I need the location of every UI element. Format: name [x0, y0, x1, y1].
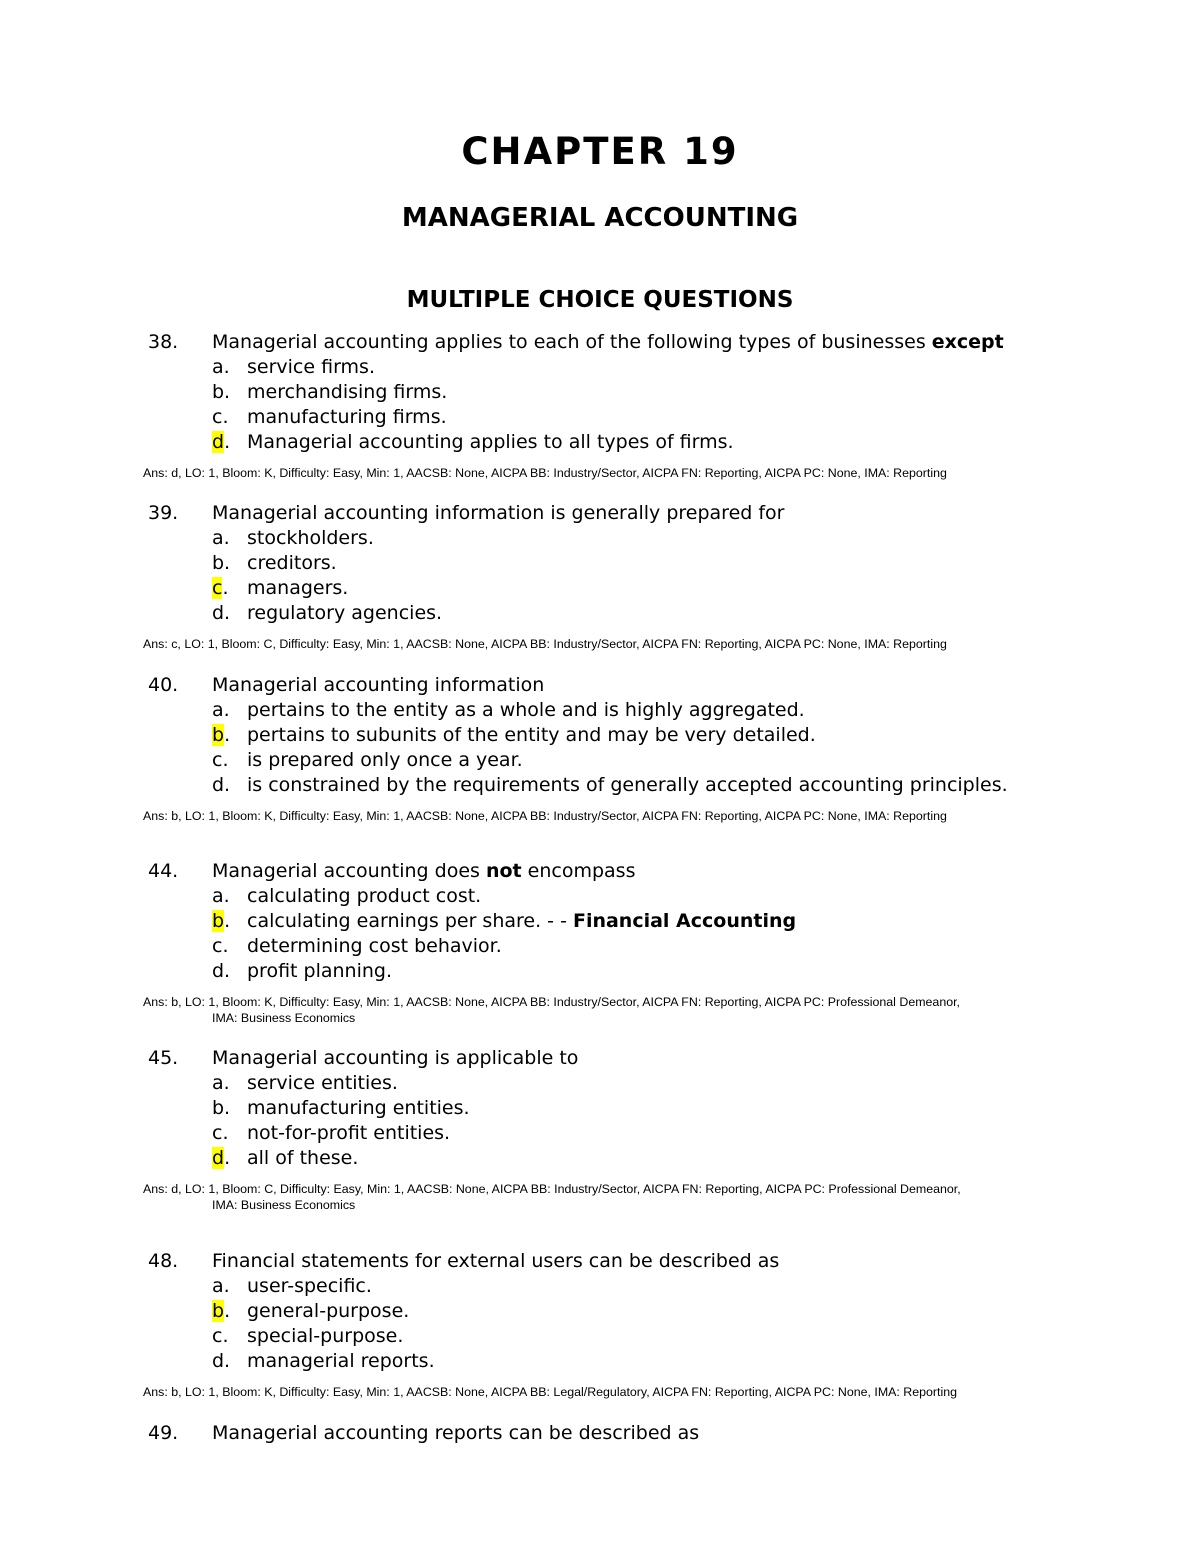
- option-text-main: calculating product cost.: [247, 885, 482, 907]
- metadata-line: Ans: b, LO: 1, Bloom: K, Difficulty: Easy, Min: 1, AACSB: None, AICPA BB: Industry/Sector, AICPA FN: Reporting, AICPA PC: None, IMA: Reporting: [143, 809, 947, 823]
- question-number: 45.: [148, 1047, 179, 1069]
- option-note: Financial Accounting: [572, 910, 797, 932]
- metadata-line: Ans: d, LO: 1, Bloom: K, Difficulty: Easy, Min: 1, AACSB: None, AICPA BB: Industry/Sector, AICPA FN: Reporting, AICPA PC: None, IMA: Reporting: [143, 466, 947, 480]
- answer-option: [0, 1146, 1200, 1171]
- option-text-main: calculating earnings per share. - -: [247, 910, 573, 932]
- question-text-main: Managerial accounting information is generally prepared for: [212, 502, 785, 524]
- metadata-line: IMA: Business Economics: [212, 1011, 356, 1025]
- option-text-main: all of these.: [247, 1147, 359, 1169]
- answer-option: [0, 748, 1200, 773]
- option-letter: c.: [212, 935, 229, 957]
- option-text: [247, 405, 447, 430]
- option-text: [247, 551, 337, 576]
- option-text-main: general-purpose.: [247, 1300, 410, 1322]
- option-letter: a.: [212, 1275, 230, 1297]
- option-text: [247, 959, 392, 984]
- option-letter: d.: [212, 960, 231, 982]
- option-text: [247, 1349, 435, 1374]
- option-letter: a.: [212, 527, 230, 549]
- answer-option: [0, 884, 1200, 909]
- section-title: MULTIPLE CHOICE QUESTIONS: [406, 287, 794, 313]
- option-text: [247, 355, 375, 380]
- question-stem: [0, 330, 1200, 355]
- option-letter: a.: [212, 356, 230, 378]
- option-text: [247, 1274, 372, 1299]
- question-number: 48.: [148, 1250, 179, 1272]
- answer-option: [0, 405, 1200, 430]
- question-text-emphasis: not: [485, 860, 522, 882]
- option-text-main: service entities.: [247, 1072, 398, 1094]
- question-text: [212, 1249, 779, 1274]
- option-text-main: manufacturing entities.: [247, 1097, 470, 1119]
- option-text-main: pertains to subunits of the entity and may be very detailed.: [247, 724, 816, 746]
- option-letter: a.: [212, 699, 230, 721]
- option-letter: c.: [212, 577, 229, 599]
- answer-option: [0, 1299, 1200, 1324]
- option-text-main: pertains to the entity as a whole and is highly aggregated.: [247, 699, 805, 721]
- option-text: [247, 909, 796, 934]
- answer-option: [0, 1349, 1200, 1374]
- option-text-main: creditors.: [247, 552, 337, 574]
- question-text-main: Managerial accounting is applicable to: [212, 1047, 579, 1069]
- option-text-main: is constrained by the requirements of generally accepted accounting principles.: [247, 774, 1008, 796]
- question-number: 39.: [148, 502, 179, 524]
- question-item: [0, 673, 1200, 824]
- answer-option: [0, 1274, 1200, 1299]
- option-letter: b.: [212, 1097, 231, 1119]
- option-letter: b.: [212, 724, 231, 746]
- answer-option: [0, 576, 1200, 601]
- answer-metadata: [0, 808, 1200, 824]
- answer-option: [0, 934, 1200, 959]
- metadata-line: Ans: d, LO: 1, Bloom: C, Difficulty: Easy, Min: 1, AACSB: None, AICPA BB: Industry/Sector, AICPA FN: Reporting, AICPA PC: Professional Demeanor,: [143, 1182, 961, 1196]
- answer-option: [0, 1071, 1200, 1096]
- answer-metadata: [0, 465, 1200, 481]
- option-text-main: profit planning.: [247, 960, 393, 982]
- option-text: [247, 526, 374, 551]
- question-stem: [0, 859, 1200, 884]
- option-letter: d.: [212, 774, 231, 796]
- option-text: [247, 1071, 398, 1096]
- answer-option: [0, 1121, 1200, 1146]
- subject-title: MANAGERIAL ACCOUNTING: [401, 203, 799, 233]
- answer-option: [0, 723, 1200, 748]
- question-text-main: Managerial accounting information: [212, 674, 545, 696]
- option-text: [247, 576, 348, 601]
- question-text-main: Managerial accounting does: [212, 860, 486, 882]
- question-item: [0, 1421, 1200, 1446]
- option-text: [247, 1324, 403, 1349]
- option-text: [247, 773, 1008, 798]
- answer-metadata: [0, 1181, 1200, 1213]
- option-letter: a.: [212, 1072, 230, 1094]
- option-text: [247, 884, 481, 909]
- option-text-main: merchandising firms.: [247, 381, 448, 403]
- question-text-emphasis: except: [931, 331, 1004, 353]
- correct-answer-highlight: c: [212, 577, 223, 599]
- option-letter: d.: [212, 431, 231, 453]
- question-text: [212, 501, 785, 526]
- option-text: [247, 1096, 470, 1121]
- option-text: [247, 601, 442, 626]
- question-text: [212, 1046, 578, 1071]
- question-text-main: Managerial accounting reports can be described as: [212, 1422, 700, 1444]
- question-number: 38.: [148, 331, 179, 353]
- chapter-title: CHAPTER 19: [461, 130, 739, 173]
- option-text: [247, 1146, 358, 1171]
- answer-option: [0, 601, 1200, 626]
- option-letter: a.: [212, 885, 230, 907]
- option-letter: b.: [212, 1300, 231, 1322]
- answer-metadata: [0, 994, 1200, 1026]
- question-text-main: Financial statements for external users can be described as: [212, 1250, 780, 1272]
- option-text: [247, 1299, 409, 1324]
- option-letter: d.: [212, 1147, 231, 1169]
- answer-metadata: [0, 636, 1200, 652]
- correct-answer-highlight: b: [212, 724, 225, 746]
- option-text-main: special-purpose.: [247, 1325, 404, 1347]
- question-text: [212, 859, 635, 884]
- option-letter: b.: [212, 381, 231, 403]
- answer-option: [0, 1096, 1200, 1121]
- correct-answer-highlight: b: [212, 1300, 225, 1322]
- question-item: [0, 859, 1200, 1026]
- option-letter: c.: [212, 749, 229, 771]
- correct-answer-highlight: d: [212, 431, 225, 453]
- answer-option: [0, 526, 1200, 551]
- metadata-line: Ans: b, LO: 1, Bloom: K, Difficulty: Easy, Min: 1, AACSB: None, AICPA BB: Industry/Sector, AICPA FN: Reporting, AICPA PC: Professional Demeanor,: [143, 995, 960, 1009]
- question-item: [0, 330, 1200, 481]
- option-text-main: not-for-profit entities.: [247, 1122, 451, 1144]
- option-text-main: is prepared only once a year.: [247, 749, 523, 771]
- question-stem: [0, 1249, 1200, 1274]
- metadata-line: IMA: Business Economics: [212, 1198, 356, 1212]
- option-text: [247, 934, 502, 959]
- option-text-main: stockholders.: [247, 527, 374, 549]
- answer-option: [0, 380, 1200, 405]
- answer-option: [0, 698, 1200, 723]
- option-letter: b.: [212, 910, 231, 932]
- option-text-main: managerial reports.: [247, 1350, 435, 1372]
- question-stem: [0, 1421, 1200, 1446]
- option-text: [247, 380, 447, 405]
- question-text-end: encompass: [521, 860, 636, 882]
- option-letter: c.: [212, 1325, 229, 1347]
- answer-option: [0, 430, 1200, 455]
- option-text: [247, 698, 805, 723]
- answer-option: [0, 773, 1200, 798]
- option-text: [247, 1121, 450, 1146]
- metadata-line: Ans: c, LO: 1, Bloom: C, Difficulty: Easy, Min: 1, AACSB: None, AICPA BB: Industry/Sector, AICPA FN: Reporting, AICPA PC: None, IMA: Reporting: [143, 637, 947, 651]
- answer-option: [0, 1324, 1200, 1349]
- question-item: [0, 1046, 1200, 1213]
- answer-metadata: [0, 1384, 1200, 1400]
- option-text-main: regulatory agencies.: [247, 602, 443, 624]
- option-letter: d.: [212, 602, 231, 624]
- option-text: [247, 430, 734, 455]
- question-number: 44.: [148, 860, 179, 882]
- question-item: [0, 1249, 1200, 1400]
- question-stem: [0, 501, 1200, 526]
- question-number: 49.: [148, 1422, 179, 1444]
- option-text: [247, 748, 523, 773]
- option-text-main: manufacturing firms.: [247, 406, 447, 428]
- option-text-main: Managerial accounting applies to all types of firms.: [247, 431, 734, 453]
- answer-option: [0, 551, 1200, 576]
- question-text: [212, 330, 1004, 355]
- option-text-main: service firms.: [247, 356, 375, 378]
- option-text-main: determining cost behavior.: [247, 935, 502, 957]
- question-text: [212, 673, 544, 698]
- question-text-main: Managerial accounting applies to each of the following types of businesses: [212, 331, 932, 353]
- option-letter: d.: [212, 1350, 231, 1372]
- answer-option: [0, 959, 1200, 984]
- question-number: 40.: [148, 674, 179, 696]
- correct-answer-highlight: d: [212, 1147, 225, 1169]
- answer-option: [0, 355, 1200, 380]
- option-text-main: user-specific.: [247, 1275, 372, 1297]
- question-stem: [0, 673, 1200, 698]
- option-text: [247, 723, 816, 748]
- option-letter: c.: [212, 1122, 229, 1144]
- answer-option: [0, 909, 1200, 934]
- question-text: [212, 1421, 699, 1446]
- question-item: [0, 501, 1200, 652]
- option-text-main: managers.: [247, 577, 349, 599]
- option-letter: b.: [212, 552, 231, 574]
- option-letter: c.: [212, 406, 229, 428]
- question-stem: [0, 1046, 1200, 1071]
- correct-answer-highlight: b: [212, 910, 225, 932]
- metadata-line: Ans: b, LO: 1, Bloom: K, Difficulty: Easy, Min: 1, AACSB: None, AICPA BB: Legal/Regulatory, AICPA FN: Reporting, AICPA PC: None, IMA: Reporting: [143, 1385, 958, 1399]
